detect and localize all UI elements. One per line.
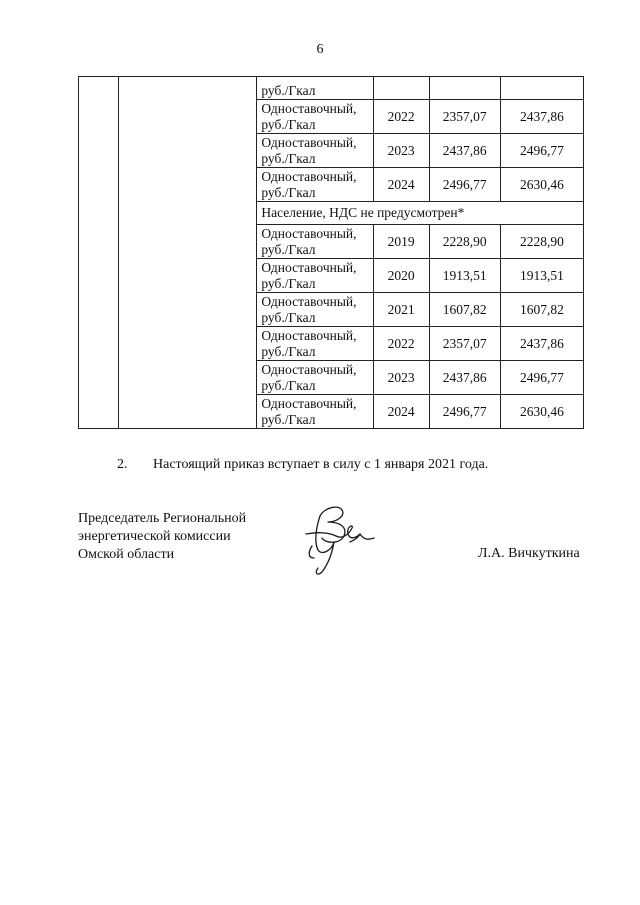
tariff-first-half-cell: 1607,82 (429, 293, 500, 327)
page-number: 6 (316, 42, 324, 57)
year-cell: 2022 (373, 100, 429, 134)
indicator-cell (257, 395, 373, 429)
year-cell: 2021 (373, 293, 429, 327)
tariff-first-half-cell: 2357,07 (429, 327, 500, 361)
tariff-second-half-cell: 2437,86 (500, 100, 583, 134)
indicator-unit: руб./Гкал (261, 116, 316, 132)
indicator-type: Одноставочный, (261, 100, 357, 116)
indicator-cell (257, 361, 373, 395)
indicator-unit: руб./Гкал (261, 309, 316, 325)
tariff-first-half-cell: 2496,77 (429, 168, 500, 202)
tariff-second-half-cell: 2630,46 (500, 168, 583, 202)
indicator-cell (257, 134, 373, 168)
tariff-first-half-cell: 2437,86 (429, 361, 500, 395)
year-cell: 2019 (373, 225, 429, 259)
indicator-type: Одноставочный, (261, 361, 357, 377)
indicator-unit: руб./Гкал (261, 150, 316, 166)
indicator-type: Одноставочный, (261, 225, 357, 241)
indicator-cell (257, 168, 373, 202)
table-row (79, 77, 584, 100)
indicator-cell (257, 293, 373, 327)
handwritten-signature (298, 498, 386, 580)
year-cell (373, 77, 429, 100)
signatory-title-line: Омской области (78, 547, 175, 562)
signer-name: Л.А. Вичкуткина (478, 546, 580, 561)
tariff-first-half-cell (429, 77, 500, 100)
tariff-second-half-cell: 2630,46 (500, 395, 583, 429)
clause-text: Настоящий приказ вступает в силу с 1 января 2021 года. (153, 457, 489, 472)
indicator-type: Одноставочный, (261, 327, 357, 343)
indicator-unit: руб./Гкал (261, 184, 316, 200)
tariff-first-half-cell: 2496,77 (429, 395, 500, 429)
indicator-cell: руб./Гкал (257, 77, 373, 100)
tariff-second-half-cell: 2437,86 (500, 327, 583, 361)
tariff-first-half-cell: 2437,86 (429, 134, 500, 168)
indicator-type: Одноставочный, (261, 134, 357, 150)
tariff-table (78, 76, 584, 429)
tariff-second-half-cell: 2496,77 (500, 361, 583, 395)
year-cell: 2023 (373, 134, 429, 168)
organization-cell (119, 77, 257, 429)
tariff-second-half-cell: 1607,82 (500, 293, 583, 327)
indicator-unit: руб./Гкал (261, 411, 316, 427)
year-cell: 2020 (373, 259, 429, 293)
indicator-unit: руб./Гкал (261, 377, 316, 393)
indicator-cell (257, 327, 373, 361)
year-cell: 2022 (373, 327, 429, 361)
indicator-type: Одноставочный, (261, 259, 357, 275)
indicator-cell (257, 259, 373, 293)
indicator-cell (257, 100, 373, 134)
tariff-first-half-cell: 2357,07 (429, 100, 500, 134)
indicator-type: Одноставочный, (261, 168, 357, 184)
tariff-second-half-cell: 2228,90 (500, 225, 583, 259)
tariff-first-half-cell: 2228,90 (429, 225, 500, 259)
indicator-cell (257, 225, 373, 259)
tariff-second-half-cell (500, 77, 583, 100)
row-number-cell (79, 77, 119, 429)
year-cell: 2024 (373, 168, 429, 202)
tariff-second-half-cell: 1913,51 (500, 259, 583, 293)
year-cell: 2023 (373, 361, 429, 395)
tariff-first-half-cell: 1913,51 (429, 259, 500, 293)
signatory-title (78, 510, 246, 564)
indicator-unit: руб./Гкал (261, 241, 316, 257)
signatory-title-line: Председатель Региональной (78, 511, 247, 526)
consumer-group-label: Население, НДС не предусмотрен* (257, 202, 584, 225)
order-clause (117, 457, 488, 473)
year-cell: 2024 (373, 395, 429, 429)
clause-number: 2. (117, 457, 128, 472)
indicator-type: Одноставочный, (261, 293, 357, 309)
indicator-unit: руб./Гкал (261, 275, 316, 291)
indicator-unit: руб./Гкал (261, 343, 316, 359)
tariff-second-half-cell: 2496,77 (500, 134, 583, 168)
indicator-type: Одноставочный, (261, 395, 357, 411)
signatory-title-line: энергетической комиссии (78, 529, 231, 544)
